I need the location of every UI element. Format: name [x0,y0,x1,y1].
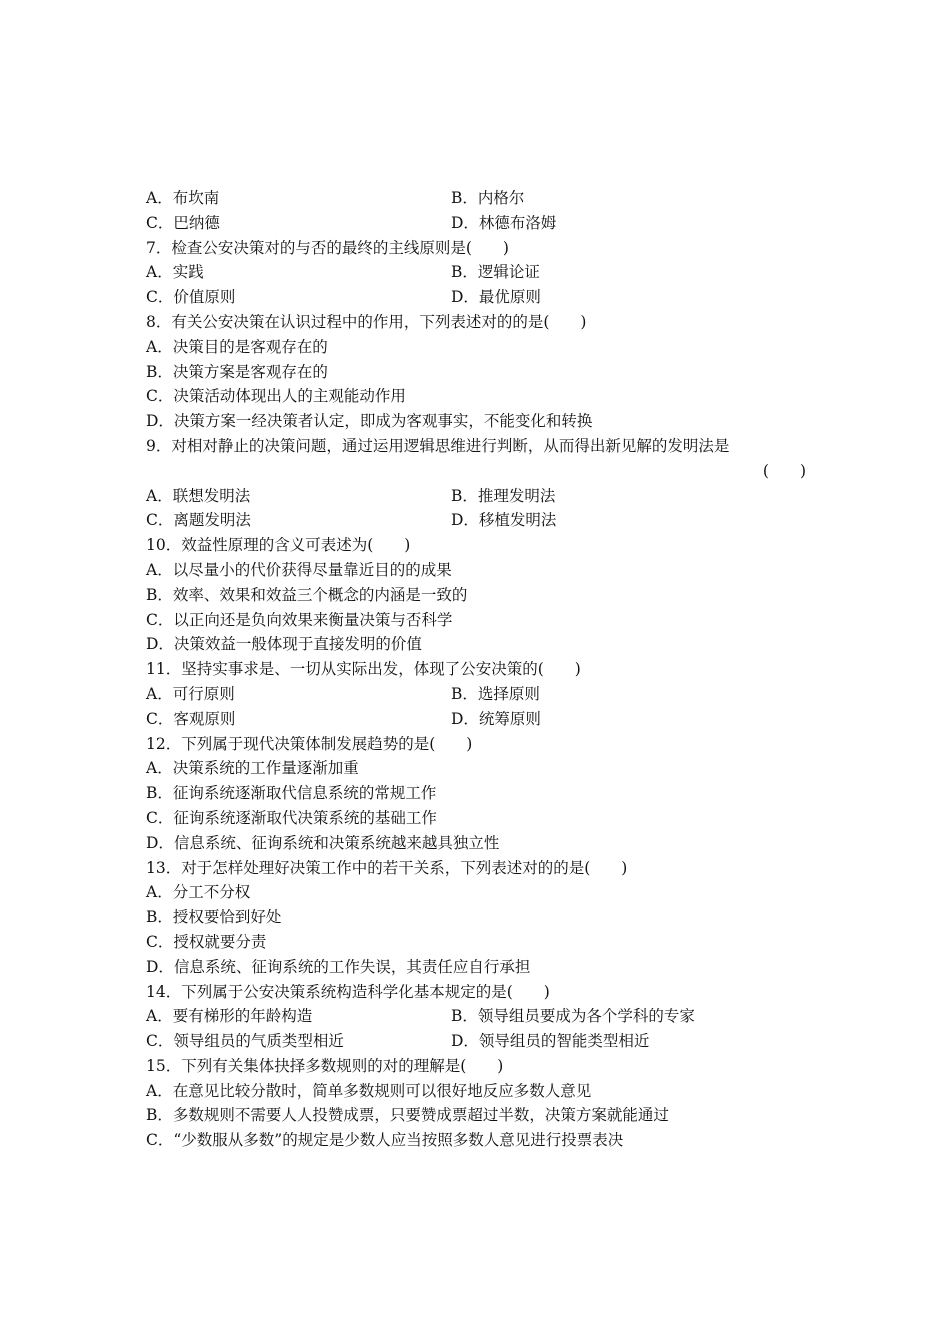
option-text: B．选择原则 [451,684,540,703]
option-text: D．信息系统、征询系统的工作失误，其责任应自行承担 [146,957,531,976]
option-text: C．“少数服从多数”的规定是少数人应当按照多数人意见进行投票表决 [146,1131,624,1150]
option-row [146,707,814,732]
option-text: C．征询系统逐渐取代决策系统的基础工作 [146,808,437,827]
option-text: D．最优原则 [451,288,541,307]
option-row [146,260,814,285]
option-text: D．移植发明法 [451,511,557,530]
option-text: B．内格尔 [451,189,525,207]
option-text: C．离题发明法 [146,511,251,530]
option-text: B．授权要恰到好处 [146,908,282,927]
option-text: A．可行原则 [146,684,235,703]
option-text: C．价值原则 [146,288,236,307]
question-stem: 9．对相对静止的决策问题，通过运用逻辑思维进行判断，从而得出新见解的发明法是 [146,436,730,455]
option-text: C．领导组员的气质类型相近 [146,1032,344,1051]
option-row [146,1004,814,1029]
option-row [146,285,814,310]
option-text: B．逻辑论证 [451,263,540,282]
option-row [146,186,814,211]
answer-blank: ( ) [762,461,806,480]
option-row [146,1029,814,1054]
option-row [146,211,814,236]
option-row [146,484,814,509]
question-stem: 14．下列属于公安决策系统构造科学化基本规定的是( ) [146,982,550,1001]
option-text: D．信息系统、征询系统和决策系统越来越具独立性 [146,833,500,852]
option-text: C．客观原则 [146,709,236,728]
option-text: A．决策系统的工作量逐渐加重 [146,759,359,778]
option-text: A．分工不分权 [146,883,251,902]
option-text: B．征询系统逐渐取代信息系统的常规工作 [146,784,437,803]
question-stem: 12．下列属于现代决策体制发展趋势的是( ) [146,734,473,753]
option-text: B．效率、效果和效益三个概念的内涵是一致的 [146,585,468,604]
option-text: D．领导组员的智能类型相近 [451,1032,650,1051]
question-stem: 11．坚持实事求是、一切从实际出发，体现了公安决策的( ) [146,660,581,679]
option-text: D．决策方案一经决策者认定，即成为客观事实，不能变化和转换 [146,412,593,431]
option-text: A．实践 [146,263,204,282]
question-stem: 13．对于怎样处理好决策工作中的若干关系，下列表述对的的是( ) [146,858,628,877]
option-text: C．巴纳德 [146,213,220,232]
option-text: A．以尽量小的代价获得尽量靠近目的的成果 [146,560,452,579]
option-text: A．布坎南 [146,189,220,207]
option-text: B．多数规则不需要人人投赞成票，只要赞成票超过半数，决策方案就能通过 [146,1106,669,1125]
option-text: B．决策方案是客观存在的 [146,362,328,381]
option-text: C．以正向还是负向效果来衡量决策与否科学 [146,610,453,629]
option-text: A．决策目的是客观存在的 [146,337,328,356]
option-text: C．决策活动体现出人的主观能动作用 [146,387,406,406]
option-text: A．联想发明法 [146,486,251,505]
question-stem: 7．检查公安决策对的与否的最终的主线原则是( ) [146,238,509,257]
question-stem: 10．效益性原理的含义可表述为( ) [146,536,411,555]
option-row [146,508,814,533]
question-stem: 8．有关公安决策在认识过程中的作用，下列表述对的的是( ) [146,312,587,331]
option-text: D．统筹原则 [451,709,541,728]
question-list [146,186,814,1153]
option-text: A．在意见比较分散时，简单多数规则可以很好地反应多数人意见 [146,1081,592,1100]
option-text: A．要有梯形的年龄构造 [146,1007,313,1026]
option-text: B．推理发明法 [451,486,556,505]
question-stem: 15．下列有关集体抉择多数规则的对的理解是( ) [146,1056,504,1075]
option-row [146,682,814,707]
option-text: C．授权就要分责 [146,932,267,951]
option-text: B．领导组员要成为各个学科的专家 [451,1007,695,1026]
option-text: D．决策效益一般体现于直接发明的价值 [146,635,422,654]
option-text: D．林德布洛姆 [451,213,557,232]
